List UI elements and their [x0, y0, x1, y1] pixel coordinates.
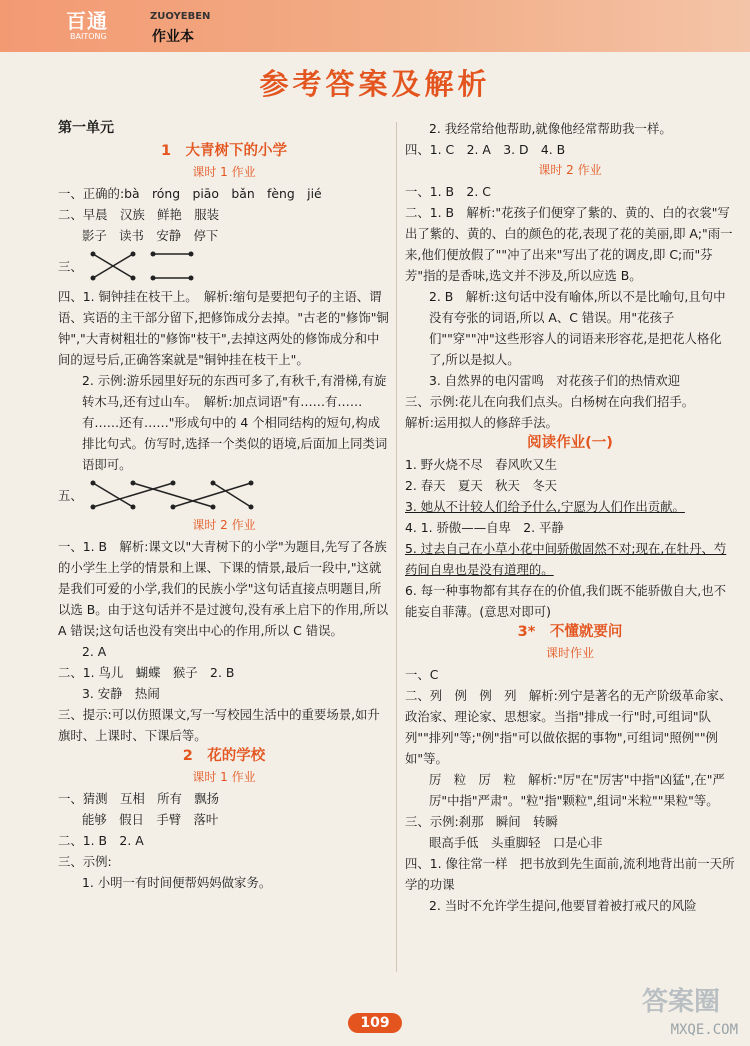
answer-line: 2. A [82, 644, 107, 659]
answer-line: 二、1. 鸟儿 蝴蝶 猴子 2. B [58, 665, 235, 680]
session-4-label: 课时 2 作业 [538, 163, 602, 177]
answer-line: 四、1. 像往常一样 把书放到先生面前,流利地背出前一天所学的功课 [405, 856, 735, 892]
answer-line: 2. 示例:游乐园里好玩的东西可多了,有秋千,有滑梯,有旋转木马,还有过山车。 解析:加点词语"有……有……有……还有……"形成句中的 4 个相同结构的短句,构成排比句式。仿写时,选择一个类似的语境,后面加上同类词语即可。 [82, 373, 388, 472]
answer-line: 2. B 解析:这句话中没有喻体,所以不是比喻句,且句中没有夸张的词语,所以 A、C 错误。用"花孩子们""穿""冲"这些形容人的词语来形容花,是把花人格化了,所以是拟人。 [429, 289, 726, 367]
lesson-3-title: 3* 不懂就要问 [517, 624, 623, 640]
answer-line: 二、1. B 2. A [58, 833, 144, 848]
answer-line: 四、1. C 2. A 3. D 4. B [405, 142, 566, 157]
answer-line: 一、1. B 2. C [405, 184, 491, 199]
answer-line: 一、猜测 互相 所有 飘扬 [58, 791, 220, 806]
answer-line: 2. 春天 夏天 秋天 冬天 [405, 478, 558, 493]
page-number: 109 [348, 1013, 401, 1033]
brand-en-small: BAITONG [70, 32, 107, 41]
matching-label: 三、 [58, 258, 83, 274]
brand-logo [60, 4, 260, 44]
answer-line: 二、早晨 汉族 鲜艳 服装 [58, 207, 220, 222]
matching-diagram-5 [58, 475, 390, 515]
answer-line: 二、列 例 例 列 解析:列宁是著名的无产阶级革命家、政治家、理论家、思想家。当指"排成一行"时,可组词"队列""排列"等;"例"指"可以做依据的事物",可组词"照例""例如"等。 [405, 688, 732, 766]
session-3-label: 课时 1 作业 [192, 770, 256, 784]
answer-line: 四、1. 铜钟挂在枝干上。 解析:缩句是要把句子的主语、谓语、宾语的主干部分留下,把修饰成分去掉。"古老的"修饰"铜钟","大青树粗壮的"修饰"枝干",去掉这两处的修饰成分和中间的逗号后,正确答案就是"铜钟挂在枝干上"。 [58, 289, 389, 367]
answer-line: 三、提示:可以仿照课文,写一写校园生活中的重要场景,如升旗时、上课时、下课后等。 [58, 707, 380, 743]
page-title: 参考答案及解析 [259, 67, 491, 101]
lesson-1-title: 1 大青树下的小学 [160, 143, 288, 159]
reading-section-title: 阅读作业(一) [527, 435, 613, 451]
answer-line: 三、示例: [58, 854, 112, 869]
page-footer [0, 1012, 750, 1033]
answer-line: 3. 自然界的电闪雷鸣 对花孩子们的热情欢迎 [429, 373, 681, 388]
answer-line: 一、正确的:bà róng piāo bǎn fèng jié [58, 186, 322, 201]
answer-line: 厉 粒 厉 粒 解析:"厉"在"厉害"中指"凶猛",在"严厉"中指"严肃"。"粒"指"颗粒",组词"米粒""果粒"等。 [429, 772, 725, 808]
answer-line: 2. 当时不允许学生提问,他要冒着被打戒尺的风险 [429, 898, 697, 913]
answer-line: 6. 每一种事物都有其存在的价值,我们既不能骄傲自大,也不能妄自菲薄。(意思对即可) [405, 583, 727, 619]
watermark-site: MXQE.COM [670, 1022, 738, 1038]
answer-line: 4. 1. 骄傲——自卑 2. 平静 [405, 520, 564, 535]
right-column [405, 118, 735, 916]
matching-lines [87, 477, 257, 513]
matching-label: 五、 [58, 487, 83, 503]
brand-en: ZUOYEBEN [150, 11, 211, 22]
answer-line: 三、示例:花儿在向我们点头。白杨树在向我们招手。 [405, 394, 695, 409]
session-2-label: 课时 2 作业 [192, 518, 256, 532]
answer-line: 二、1. B 解析:"花孩子们便穿了紫的、黄的、白的衣裳"写出了紫的、黄的、白的颜色的花,表现了花的美丽,即 A;"雨一来,他们便放假了""冲了出来"写出了花的调皮,即 C;而"芬芳"指的是香味,选文并不涉及,所以应选 B。 [405, 205, 733, 283]
left-column [58, 118, 390, 893]
brand-cn: 百通 [66, 9, 108, 33]
answer-line: 5. 过去自己在小草小花中间骄傲固然不对;现在,在牡丹、芍药间自卑也是没有道理的。 [405, 541, 727, 577]
answer-line: 影子 读书 安静 停下 [82, 228, 219, 243]
answer-line: 2. 我经常给他帮助,就像他经常帮助我一样。 [429, 121, 672, 136]
column-divider [396, 122, 397, 972]
session-5-label: 课时作业 [545, 646, 594, 660]
matching-diagram-3 [58, 246, 390, 286]
answer-line: 1. 小明一有时间便帮妈妈做家务。 [82, 875, 272, 890]
answer-line: 一、C [405, 667, 439, 682]
matching-lines [87, 248, 197, 284]
answer-line: 一、1. B 解析:课文以"大青树下的小学"为题目,先写了各族的小学生上学的情景和上课、下课的情景,最后一段中,"这就是我们可爱的小学,我们的民族小学"这句话直接点明题目,所以选 B。由于这句话并不是过渡句,没有承上启下的作用,所以 A 错误;这句话也没有突出中心的作用,所以 C 错误。 [58, 539, 389, 638]
answer-line: 眼高手低 头重脚轻 口是心非 [429, 835, 603, 850]
watermark-cn: 答案圈 [641, 987, 720, 1017]
answer-line: 3. 她从不计较人们给予什么,宁愿为人们作出贡献。 [405, 499, 685, 514]
answer-line: 3. 安静 热闹 [82, 686, 160, 701]
answer-line: 三、示例:刹那 瞬间 转瞬 [405, 814, 558, 829]
answer-line: 1. 野火烧不尽 春风吹又生 [405, 457, 558, 472]
brand-title: 作业本 [152, 29, 194, 45]
unit-heading: 第一单元 [58, 120, 114, 136]
answer-line: 解析:运用拟人的修辞手法。 [405, 415, 558, 430]
session-1-label: 课时 1 作业 [192, 165, 256, 179]
lesson-2-title: 2 花的学校 [182, 748, 266, 764]
answer-line: 能够 假日 手臂 落叶 [82, 812, 219, 827]
